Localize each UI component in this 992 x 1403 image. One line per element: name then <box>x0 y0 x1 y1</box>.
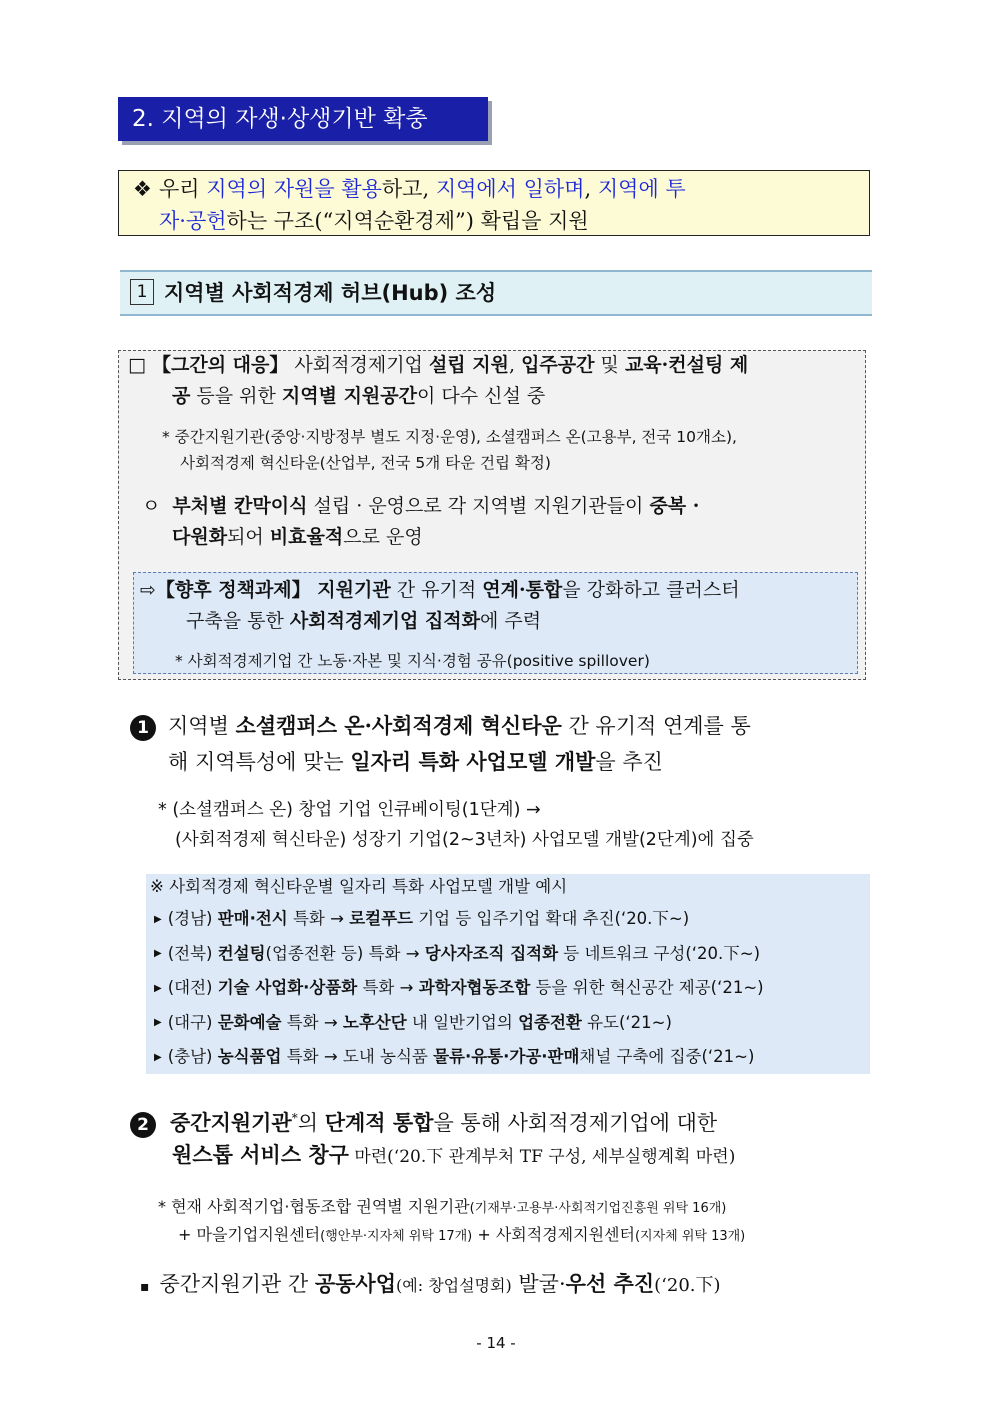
status-bold: 공 <box>172 385 191 407</box>
item1-text: 지역별 <box>168 714 236 738</box>
example-text: 등 네트워크 구성(‘20.下~) <box>558 943 761 963</box>
example-text: (대전) <box>167 978 218 997</box>
item1-note-1: * (소셜캠퍼스 온) 창업 기업 인큐베이팅(1단계) → <box>158 800 541 820</box>
item2-line-2 <box>172 1137 735 1175</box>
item2-note-1 <box>158 1194 726 1222</box>
item3-bold: 우선 추진 <box>565 1271 655 1296</box>
item1-bold: 일자리 특화 사업모델 개발 <box>350 749 596 774</box>
section-title: 2. 지역의 자생·상생기반 확충 <box>118 97 488 141</box>
example-row-chungnam <box>146 1040 870 1075</box>
item1-text: 해 지역특성에 맞는 <box>168 750 351 774</box>
intro-line-2 <box>159 205 859 237</box>
item2-note-2 <box>178 1222 745 1250</box>
policy-line-1 <box>140 574 740 606</box>
policy-bold: 연계·통합 <box>482 579 563 601</box>
triangle-bullet-icon: ▶ <box>154 982 162 994</box>
status-bold: 비효율적 <box>269 526 344 548</box>
item3-text: 중간지원기관 간 <box>159 1272 315 1296</box>
intro-highlight: 지역에 투 <box>597 177 686 201</box>
status-bold: 교육·컨설팅 제 <box>624 354 749 376</box>
status-note-1: * 중간지원기관(중앙·지방정부 별도 지정·운영), 소셜캠퍼스 온(고용부, 전국 10개소), <box>162 428 737 446</box>
example-text: 특화 → <box>357 978 419 997</box>
example-bold: 당사자조직 집적화 <box>424 943 559 963</box>
number-1-icon: 1 <box>130 715 156 741</box>
diamond-bullet-icon: ❖ <box>133 177 152 201</box>
item2-note-text: + 사회적경제지원센터 <box>472 1225 635 1244</box>
item1-bold: 소셜캠퍼스 온·사회적경제 혁신타운 <box>235 713 562 738</box>
item3-text: 발굴· <box>511 1272 566 1296</box>
intro-highlight: 지역에서 일하며 <box>435 177 585 201</box>
example-text: 특화 → <box>281 1012 343 1032</box>
example-text: (경남) <box>167 909 218 928</box>
item2-note-small: (지자체 위탁 13개) <box>634 1229 746 1244</box>
example-bold: 농식품업 <box>217 1047 282 1066</box>
triangle-bullet-icon: ▶ <box>154 948 162 959</box>
status-bold: 입주공간 <box>521 354 595 376</box>
item1-text: 간 유기적 연계를 통 <box>561 714 751 738</box>
item2-text: 의 <box>297 1111 325 1135</box>
status-text: 이 다수 신설 중 <box>417 385 546 407</box>
status-line-2 <box>172 380 545 412</box>
intro-box <box>118 170 870 236</box>
item2-line-1 <box>130 1100 717 1141</box>
triangle-bullet-icon: ▶ <box>154 1017 162 1028</box>
examples-title: ※ 사회적경제 혁신타운별 일자리 특화 사업모델 개발 예시 <box>150 877 568 896</box>
item3-text: (‘20.下) <box>654 1275 721 1296</box>
example-row-gyeongnam <box>146 902 870 937</box>
item2-bold: 단계적 통합 <box>324 1110 434 1135</box>
intro-line-1 <box>159 173 859 205</box>
policy-bold: 지원기관 <box>310 579 391 601</box>
item1-text: 을 추진 <box>595 750 663 774</box>
example-row-daegu <box>146 1006 870 1041</box>
status-o-line-1 <box>142 490 699 522</box>
example-bold: 과학자협동조합 <box>418 978 531 997</box>
example-bold: 기술 사업화·상품화 <box>217 978 358 997</box>
policy-text: 에 주력 <box>480 610 542 632</box>
status-text: , <box>508 354 522 376</box>
example-bold: 업종전환 <box>518 1012 582 1032</box>
status-bold: 다원화 <box>172 526 228 548</box>
item1-line-2 <box>168 744 663 780</box>
intro-highlight: 지역의 자원을 활용 <box>206 177 382 201</box>
example-bold: 문화예술 <box>217 1012 282 1032</box>
example-text: 특화 → <box>287 909 350 928</box>
example-text: 유도(‘21~) <box>581 1012 672 1032</box>
example-bold: 로컬푸드 <box>349 909 413 928</box>
item3-small: (예: 창업설명회) <box>396 1276 512 1295</box>
status-bold: 중복 · <box>649 495 700 517</box>
example-row-daejeon <box>146 971 870 1006</box>
subsection-heading <box>120 270 872 316</box>
subsection-title: 지역별 사회적경제 허브(Hub) 조성 <box>164 281 497 305</box>
example-bold: 판매·전시 <box>217 909 288 928</box>
example-row-jeonbuk <box>146 937 870 972</box>
policy-bold: 사회적경제기업 집적화 <box>289 610 481 632</box>
status-text: 으로 운영 <box>343 526 423 548</box>
status-text: 및 <box>594 354 625 376</box>
policy-text: 간 유기적 <box>390 579 483 601</box>
item2-bold: 원스톱 서비스 창구 <box>172 1142 349 1167</box>
status-text: 설립 · 운영으로 각 지역별 지원기관들이 <box>307 495 650 517</box>
policy-heading: 【향후 정책과제】 <box>155 579 311 601</box>
policy-text: 구축을 통한 <box>186 610 290 632</box>
item2-note-text: * 현재 사회적기업·협동조합 권역별 지원기관 <box>158 1197 470 1216</box>
item3-bold: 공동사업 <box>314 1271 397 1296</box>
square-bullet-icon: ▪ <box>140 1279 150 1295</box>
policy-line-2 <box>186 605 541 637</box>
status-bold: 지역별 지원공간 <box>281 385 417 407</box>
examples-box <box>146 874 870 1074</box>
status-line-1 <box>128 349 863 381</box>
item2-note-small: (기재부·고용부·사회적기업진흥원 위탁 16개) <box>469 1201 727 1216</box>
example-text: 채널 구축에 집중(‘21~) <box>579 1047 755 1066</box>
example-text: (대구) <box>167 1012 218 1032</box>
policy-text: 을 강화하고 클러스터 <box>562 579 740 601</box>
intro-text: , <box>584 177 598 201</box>
example-text: (전북) <box>167 943 218 963</box>
status-text: 등을 위한 <box>190 385 282 407</box>
intro-highlight: 자·공헌 <box>159 209 227 233</box>
example-text: 기업 등 입주기업 확대 추진(‘20.下~) <box>412 909 690 928</box>
item2-text: 을 통해 사회적경제기업에 대한 <box>433 1111 718 1135</box>
item2-note-text: + 마을기업지원센터 <box>178 1225 321 1244</box>
status-text: 사회적경제기업 <box>288 354 429 376</box>
intro-text: 우리 <box>159 177 207 201</box>
checkbox-square-icon: □ <box>128 354 146 376</box>
example-text: 등을 위한 혁신공간 제공(‘21~) <box>530 978 764 997</box>
intro-text: 하는 구조(“지역순환경제”) 확립을 지원 <box>226 209 589 233</box>
example-bold: 노후산단 <box>342 1012 407 1032</box>
example-text: 특화 → 도내 농식품 <box>281 1047 434 1066</box>
subsection-number: 1 <box>130 279 154 305</box>
number-2-icon: 2 <box>130 1112 156 1138</box>
item1-line-1 <box>130 708 751 744</box>
status-note-2: 사회적경제 혁신타운(산업부, 전국 5개 타운 건립 확정) <box>180 454 551 472</box>
item2-footnote-mark: * <box>291 1111 298 1125</box>
double-arrow-icon: ⇨ <box>140 579 156 601</box>
example-bold: 물류·유통·가공·판매 <box>433 1047 580 1066</box>
example-bold: 컨설팅 <box>217 943 266 963</box>
status-o-line-2 <box>172 521 423 553</box>
status-text: 되어 <box>227 526 270 548</box>
item2-note-small: (행안부·지자체 위탁 17개) <box>320 1229 473 1244</box>
example-text: (업종전환 등) 특화 → <box>265 943 425 963</box>
intro-text: 하고, <box>381 177 436 201</box>
status-heading: 【그간의 대응】 <box>152 354 289 376</box>
example-text: (충남) <box>167 1047 218 1066</box>
status-bold: 설립 지원 <box>428 354 509 376</box>
circle-bullet-icon: ㅇ <box>142 495 161 517</box>
item2-bold: 중간지원기관 <box>170 1110 292 1135</box>
status-bold: 부처별 칸막이식 <box>172 495 308 517</box>
triangle-bullet-icon: ▶ <box>154 1051 162 1063</box>
page-number: - 14 - <box>476 1334 516 1352</box>
policy-note: * 사회적경제기업 간 노동·자본 및 지식·경험 공유(positive spillover) <box>175 652 650 670</box>
triangle-bullet-icon: ▶ <box>154 913 162 925</box>
example-text: 내 일반기업의 <box>406 1012 519 1032</box>
item2-text: 마련(‘20.下 관계부처 TF 구성, 세부실행계획 마련) <box>348 1147 736 1167</box>
item3-line <box>140 1266 721 1305</box>
item1-note-2: (사회적경제 혁신타운) 성장기 기업(2~3년차) 사업모델 개발(2단계)에 집중 <box>175 830 754 850</box>
